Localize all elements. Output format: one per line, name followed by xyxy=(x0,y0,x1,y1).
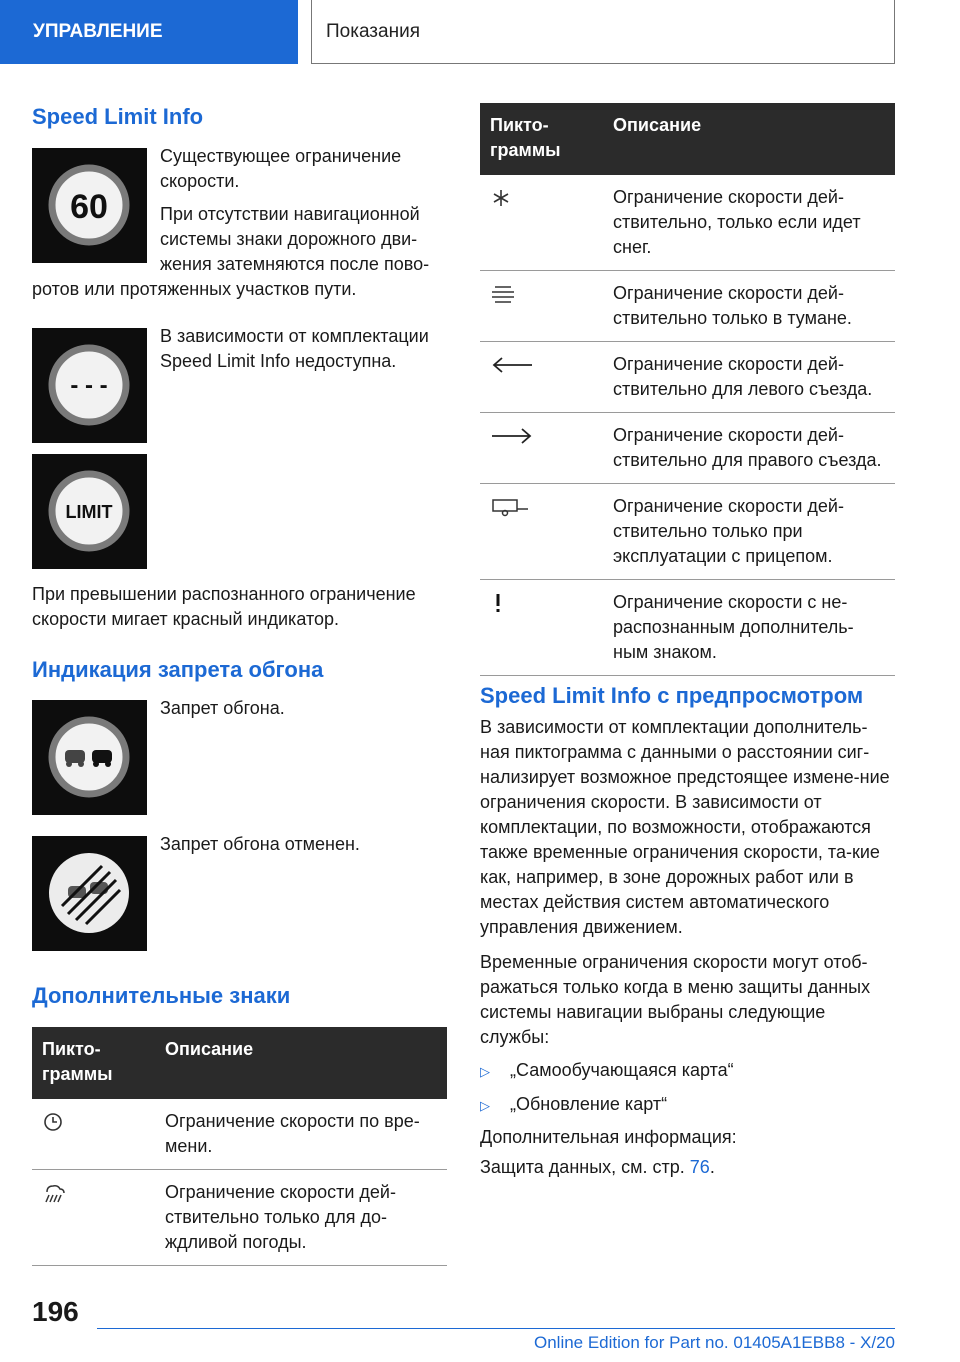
extra-signs-table-left xyxy=(32,1027,447,1266)
topic-title: Показания xyxy=(326,20,420,42)
heading-extra-signs: Дополнительные знаки xyxy=(32,983,291,1008)
table-row xyxy=(480,580,895,676)
page-number: 196 xyxy=(32,1296,79,1327)
no-overtaking-icon xyxy=(32,700,147,815)
para-data-protection xyxy=(480,1155,895,1180)
table-row xyxy=(480,175,895,271)
sentence-end: . xyxy=(709,1157,715,1177)
rain-icon xyxy=(42,1182,66,1204)
topic-header xyxy=(311,0,895,64)
para-no-nav-2: жения затемняются после пово- xyxy=(160,254,430,274)
table-header-row xyxy=(480,103,895,175)
col-description: Описание xyxy=(155,1027,447,1099)
table-row xyxy=(32,1170,447,1266)
para-current-limit: Существующее ограничение скорости. xyxy=(160,146,402,191)
para-preview-desc: В зависимости от комплектации дополнитель-ная пиктограмма с данными о расстоянии сиг-нализирует возможное предстоящее измене-ние ограничения скорости. В зависимости от комплектации, по возможности, отображаются также временные ограничения скорости, та-кие как, например, в зоне дорожных работ или в местах действия систем автоматического управления движением. xyxy=(480,717,890,937)
table-row xyxy=(480,413,895,484)
page-link-76[interactable]: 76 xyxy=(689,1157,710,1177)
table-row xyxy=(480,342,895,413)
row-unrecognized: Ограничение скорости с не-распознанным дополнитель-ным знаком. xyxy=(603,580,895,676)
row-time-limit: Ограничение скорости по вре-мени. xyxy=(155,1099,447,1170)
sign-limit-label: LIMIT xyxy=(65,502,113,522)
para-red-indicator: При превышении распознанного ограничение скорости мигает красный индикатор. xyxy=(32,584,416,629)
para-no-nav-1: При отсутствии навигационной системы знаки дорожного дви- xyxy=(160,204,420,249)
arrow-left-icon xyxy=(490,354,534,376)
heading-overtaking: Индикация запрета обгона xyxy=(32,657,324,682)
speed-sign-dashes-icon xyxy=(32,328,147,443)
clock-icon xyxy=(42,1111,64,1133)
no-overtaking-sign xyxy=(32,700,147,815)
limit-sign-icon xyxy=(32,454,147,569)
snowflake-icon xyxy=(490,187,512,209)
overtaking-allowed-sign xyxy=(32,836,147,951)
sign-dashes-label: - - - xyxy=(70,372,108,399)
sign-60-label: 60 xyxy=(70,188,108,226)
extra-signs-table-right xyxy=(480,103,895,676)
col-description: Описание xyxy=(603,103,895,175)
list-item xyxy=(480,1058,895,1084)
exclamation-icon xyxy=(490,592,512,614)
row-rain: Ограничение скорости дей-ствительно только для до-ждливой погоды. xyxy=(155,1170,447,1266)
heading-preview: Speed Limit Info с предпросмотром xyxy=(480,683,864,708)
row-trailer: Ограничение скорости дей-ствительно только при эксплуатации с прицепом. xyxy=(603,484,895,580)
trailer-icon xyxy=(490,496,530,518)
para-no-nav-3: ротов или протяженных участков пути. xyxy=(32,279,357,299)
end-no-overtaking-icon xyxy=(32,836,147,951)
footer-edition: Online Edition for Part no. 01405A1EBB8 - X/20 xyxy=(533,1333,895,1352)
speed-sign-60-icon xyxy=(32,148,147,263)
bullet-map-update: „Обновление карт“ xyxy=(510,1094,668,1114)
col-pictograms: Пикто-граммы xyxy=(32,1027,155,1099)
speed-limit-exceeded-sign xyxy=(32,454,147,569)
row-fog: Ограничение скорости дей-ствительно только в тумане. xyxy=(603,271,895,342)
para-availability: В зависимости от комплектации Speed Limit Info недоступна. xyxy=(160,326,429,371)
bullet-triangle-icon: ▷ xyxy=(480,1064,490,1079)
section-title: УПРАВЛЕНИЕ xyxy=(33,21,163,42)
fog-icon xyxy=(490,283,516,305)
row-snow: Ограничение скорости дей-ствительно, только если идет снег. xyxy=(603,175,895,271)
section-tab xyxy=(0,0,298,64)
row-right-exit: Ограничение скорости дей-ствительно для правого съезда. xyxy=(603,413,895,484)
bullet-self-learning-map: „Самообучающаяся карта“ xyxy=(510,1060,734,1080)
data-protection-text: Защита данных, см. стр. xyxy=(480,1157,685,1177)
bullet-triangle-icon: ▷ xyxy=(480,1098,490,1113)
arrow-right-icon xyxy=(490,425,534,447)
table-row xyxy=(32,1099,447,1170)
para-temporary-limits: Временные ограничения скорости могут отоб-ражаться только когда в меню защиты данных системы навигации выбраны следующие службы: xyxy=(480,952,871,1047)
col-pictograms: Пикто-граммы xyxy=(480,103,603,175)
table-row xyxy=(480,271,895,342)
list-item xyxy=(480,1092,895,1118)
para-more-info: Дополнительная информация: xyxy=(480,1127,737,1147)
footer-divider xyxy=(97,1328,895,1329)
row-left-exit: Ограничение скорости дей-ствительно для левого съезда. xyxy=(603,342,895,413)
table-header-row xyxy=(32,1027,447,1099)
para-no-overtaking: Запрет обгона. xyxy=(160,698,285,718)
para-overtaking-allowed: Запрет обгона отменен. xyxy=(160,834,360,854)
heading-speed-limit-info: Speed Limit Info xyxy=(32,104,204,129)
table-row xyxy=(480,484,895,580)
speed-limit-unknown-sign xyxy=(32,328,147,443)
speed-limit-60-sign xyxy=(32,148,147,263)
